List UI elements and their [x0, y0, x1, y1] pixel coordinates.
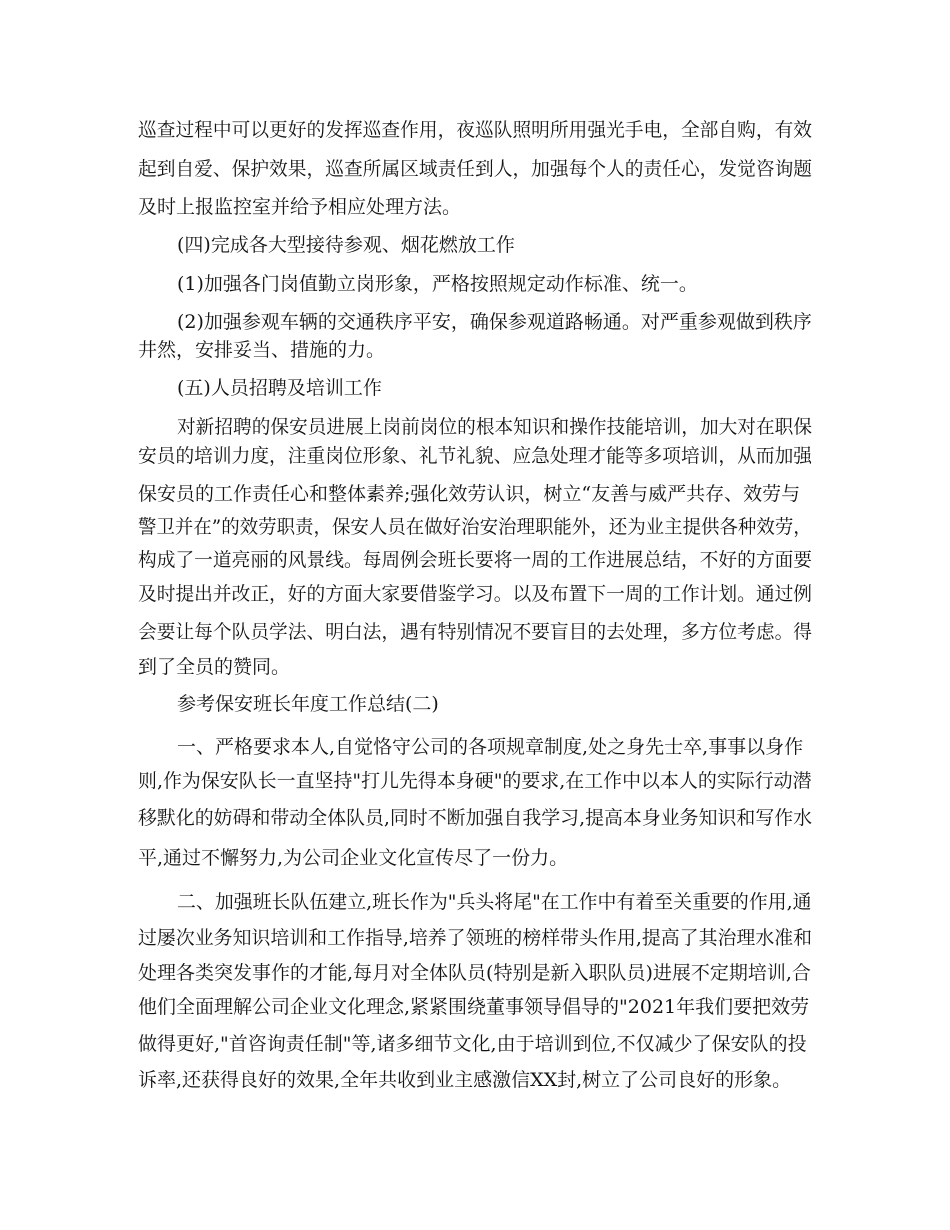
text-line: 对新招聘的保安员进展上岗前岗位的根本知识和操作技能培训，加大对在职保 — [177, 416, 813, 438]
text-line: 则,作为保安队长一直坚持"打儿先得本身硬"的要求,在工作中以本人的实际行动潜 — [138, 770, 812, 792]
text-line: 安员的培训力度，注重岗位形象、礼节礼貌、应急处理才能等多项培训，从而加强 — [138, 445, 813, 467]
section-heading: (四)完成各大型接待参观、烟花燃放工作 — [177, 234, 515, 256]
text-line: 构成了一道亮丽的风景线。每周例会班长要将一周的工作进展总结，不好的方面要 — [138, 549, 813, 571]
text-line: 移默化的妨碍和带动全体队员,同时不断加强自我学习,提高本身业务知识和写作水 — [138, 807, 813, 829]
text-line: 井然，安排妥当、措施的力。 — [138, 339, 386, 361]
text-line: 诉率,还获得良好的效果,全年共收到业主感激信XX封,树立了公司良好的形象。 — [138, 1069, 792, 1091]
text-line: 及时上报监控室并给予相应处理方法。 — [138, 196, 462, 218]
text-line: 做得更好,"首咨询责任制"等,诸多细节文化,由于培训到位,不仅减少了保安队的投 — [138, 1033, 807, 1055]
text-line: (1)加强各门岗值勤立岗形象，严格按照规定动作标准、统一。 — [177, 273, 698, 295]
text-line: 起到自爱、保护效果，巡查所属区域责任到人，加强每个人的责任心，发觉咨询题 — [138, 158, 813, 180]
text-line: 及时提出并改正，好的方面大家要借鉴学习。以及布置下一周的工作计划。通过例 — [138, 583, 813, 605]
text-line: 会要让每个队员学法、明白法，遇有特别情况不要盲目的去处理，多方位考虑。得 — [138, 621, 813, 643]
section-heading: 参考保安班长年度工作总结(二) — [177, 693, 439, 715]
text-line: 过屡次业务知识培训和工作指导,培养了领班的榜样带头作用,提高了其治理水准和 — [138, 927, 813, 949]
text-line: 平,通过不懈努力,为公司企业文化宣传尽了一份力。 — [138, 847, 569, 869]
text-line: 巡查过程中可以更好的发挥巡查作用，夜巡队照明所用强光手电，全部自购，有效 — [138, 119, 813, 141]
text-line: 警卫并在”的效劳职责，保安人员在做好治安治理职能外，还为业主提供各种效劳， — [138, 516, 812, 538]
text-line: 一、严格要求本人,自觉恪守公司的各项规章制度,处之身先士卒,事事以身作 — [177, 736, 804, 758]
text-line: 他们全面理解公司企业文化理念,紧紧围绕董事领导倡导的"2021年我们要把效劳 — [138, 996, 810, 1018]
text-line: 到了全员的赞同。 — [138, 656, 291, 678]
section-heading: (五)人员招聘及培训工作 — [177, 377, 382, 399]
text-line: 二、加强班长队伍建立,班长作为"兵头将尾"在工作中有着至关重要的作用,通 — [177, 891, 812, 913]
text-line: 处理各类突发事作的才能,每月对全体队员(特别是新入职队员)进展不定期培训,合 — [138, 962, 811, 984]
text-line: (2)加强参观车辆的交通秩序平安，确保参观道路畅通。对严重参观做到秩序 — [177, 311, 812, 333]
text-line: 保安员的工作责任心和整体素养;强化效劳认识，树立“友善与威严共存、效劳与 — [138, 483, 801, 505]
